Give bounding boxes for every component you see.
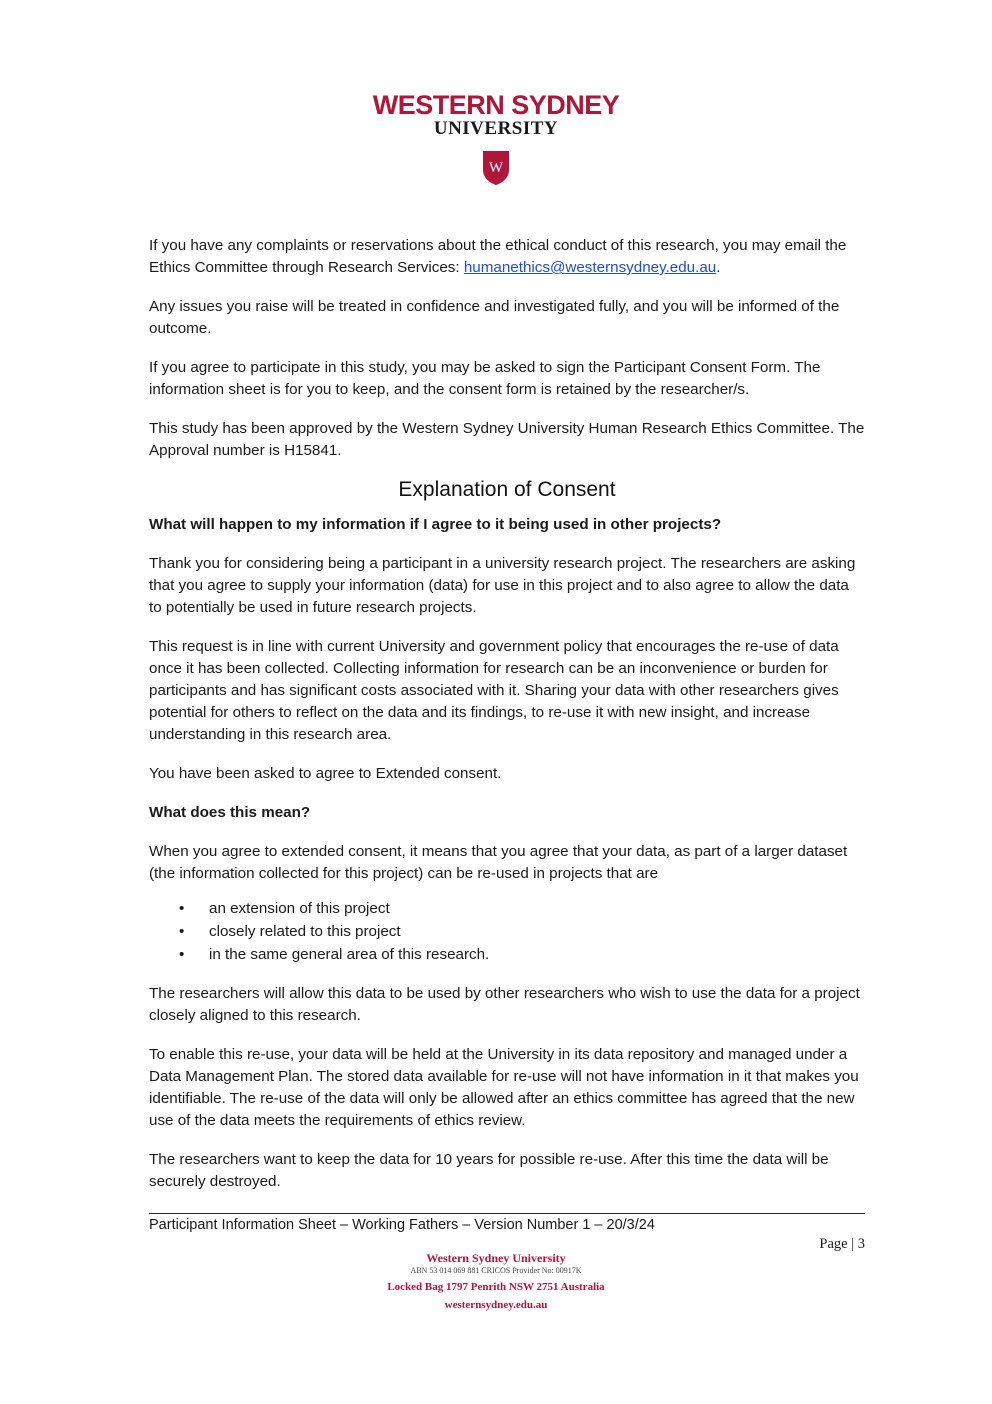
consent-form-paragraph: If you agree to participate in this study, you may be asked to sign the Participant Consent Form. The information sheet is for you to keep, and the consent form is retained by the researcher/s. [149,359,821,398]
footer-abn: ABN 53 014 069 881 CRICOS Provider No: 00917K [410,1266,582,1275]
repository-paragraph: To enable this re-use, your data will be held at the University in its data repository and managed under a Data Management Plan. The stored data available for re-use will not have information in it that makes you identifiable. The re-use of the data will only be allowed after an ethics committee has agreed that the new use of the data meets the requirements of ethics review. [149,1046,859,1129]
document-body [149,235,865,1210]
section-title: Explanation of Consent [398,478,616,501]
university-logo-wordmark: WESTERN SYDNEY [372,90,620,120]
approval-paragraph: This study has been approved by the Western Sydney University Human Research Ethics Committee. The Approval number is H15841. [149,420,865,459]
footer-divider [149,1213,865,1214]
confidentiality-paragraph: Any issues you raise will be treated in confidence and investigated fully, and you will be informed of the outcome. [149,298,840,337]
sharing-paragraph: The researchers will allow this data to be used by other researchers who wish to use the data for a project closely aligned to this research. [149,985,860,1024]
footer-document-info: Participant Information Sheet – Working Fathers – Version Number 1 – 20/3/24 [149,1217,655,1233]
list-item: • in the same general area of this research. [149,943,865,966]
reuse-scope-list [149,897,865,966]
shield-letter: W [488,160,504,176]
retention-paragraph: The researchers want to keep the data for 10 years for possible re-use. After this time the data will be securely destroyed. [149,1151,829,1190]
page-number: Page | 3 [819,1236,865,1252]
question-heading: What does this mean? [149,804,311,821]
footer-university-name: Western Sydney University [426,1251,566,1265]
extended-intro-paragraph: When you agree to extended consent, it means that you agree that your data, as part of a larger dataset (the information collected for this project) can be re-used in projects that are [149,843,848,882]
intro-paragraph: Thank you for considering being a participant in a university research project. The researchers are asking that you agree to supply your information (data) for use in this project and to also agree to allow the data to potentially be used in future research projects. [149,555,856,616]
university-logo-subtitle: UNIVERSITY [433,118,559,139]
list-item: • an extension of this project [149,897,865,920]
footer-website: westernsydney.edu.au [444,1299,548,1311]
ethics-email-link[interactable]: humanethics@westernsydney.edu.au [463,259,717,276]
list-item: • closely related to this project [149,920,865,943]
question-heading: What will happen to my information if I agree to it being used in other projects? [149,516,722,533]
extended-consent-paragraph: You have been asked to agree to Extended consent. [149,765,502,782]
footer-address: Locked Bag 1797 Penrith NSW 2751 Australia [387,1281,605,1293]
complaints-paragraph: If you have any complaints or reservations about the ethical conduct of this research, you may email the Ethics Committee through Research Services: humanethics@westernsydney.edu.au. [149,237,847,276]
policy-paragraph: This request is in line with current University and government policy that encourages the re-use of data once it has been collected. Collecting information for research can be an inconvenience or burden for participants and has significant costs associated with it. Sharing your data with other researchers gives potential for others to reflect on the data and its findings, to re-use it with new insight, and increase understanding in this research area. [149,638,839,743]
university-shield-icon [482,150,510,186]
